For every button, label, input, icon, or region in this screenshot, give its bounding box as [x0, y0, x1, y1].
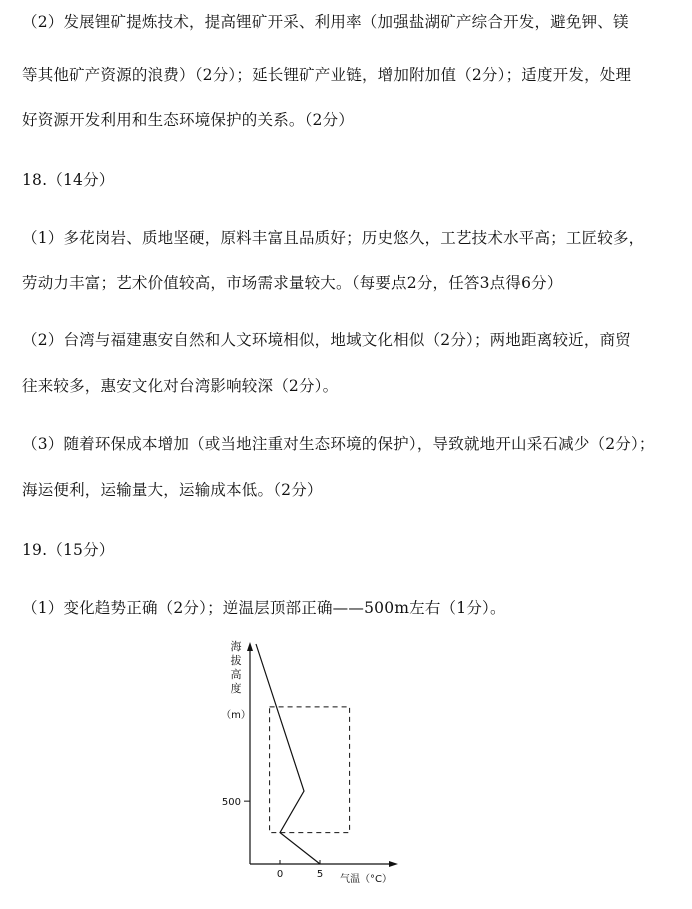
- answer-line-19-1: （1）变化趋势正确（2分）；逆温层顶部正确——500m左右（1分）。: [22, 599, 506, 617]
- y-label-char: 高: [230, 668, 242, 681]
- y-axis-label: [221, 639, 251, 721]
- answer-line-18-3b: 海运便利，运输量大，运输成本低。（2分）: [22, 481, 323, 499]
- y-axis-arrow: [247, 642, 253, 651]
- temperature-altitude-chart: [210, 636, 420, 898]
- temperature-profile-line: [256, 644, 320, 864]
- answer-line-18-2a: （2）台湾与福建惠安自然和人文环境相似，地域文化相似（2分）；两地距离较近，商贸: [22, 331, 631, 349]
- y-label-char: 拔: [230, 654, 242, 667]
- answer-line-18-2b: 往来较多，惠安文化对台湾影响较深（2分）。: [22, 377, 339, 395]
- x-axis-label: 气温（°C）: [340, 874, 392, 885]
- y-label-char: 海: [230, 640, 242, 653]
- answer-line-18-1a: （1）多花岗岩、质地坚硬，原料丰富且品质好；历史悠久，工艺技术水平高；工匠较多，: [22, 229, 645, 247]
- question-heading-19: 19.（15分）: [22, 541, 115, 559]
- x-tick-label: 5: [316, 869, 324, 880]
- inversion-layer-box: [270, 707, 350, 833]
- y-label-char: 度: [230, 682, 242, 695]
- answer-line-18-1b: 劳动力丰富；艺术价值较高，市场需求量较大。（每要点2分，任答3点得6分）: [22, 274, 563, 292]
- answer-line-17-2c: 好资源开发利用和生态环境保护的关系。（2分）: [22, 111, 355, 129]
- question-heading-18: 18.（14分）: [22, 171, 115, 189]
- axis-ticks: [222, 797, 323, 880]
- answer-line-17-2b: 等其他矿产资源的浪费）（2分）；延长锂矿产业链，增加附加值（2分）；适度开发，处理: [22, 66, 632, 84]
- y-label-char: （m）: [221, 710, 251, 721]
- x-axis-arrow: [389, 861, 398, 867]
- y-tick-label: 500: [221, 797, 241, 809]
- answer-line-17-2a: （2）发展锂矿提炼技术，提高锂矿开采、利用率（加强盐湖矿产综合开发，避免钾、镁: [22, 13, 629, 31]
- x-tick-label: 0: [276, 869, 284, 880]
- answer-line-18-3a: （3）随着环保成本增加（或当地注重对生态环境的保护），导致就地开山采石减少（2分）；: [22, 435, 655, 453]
